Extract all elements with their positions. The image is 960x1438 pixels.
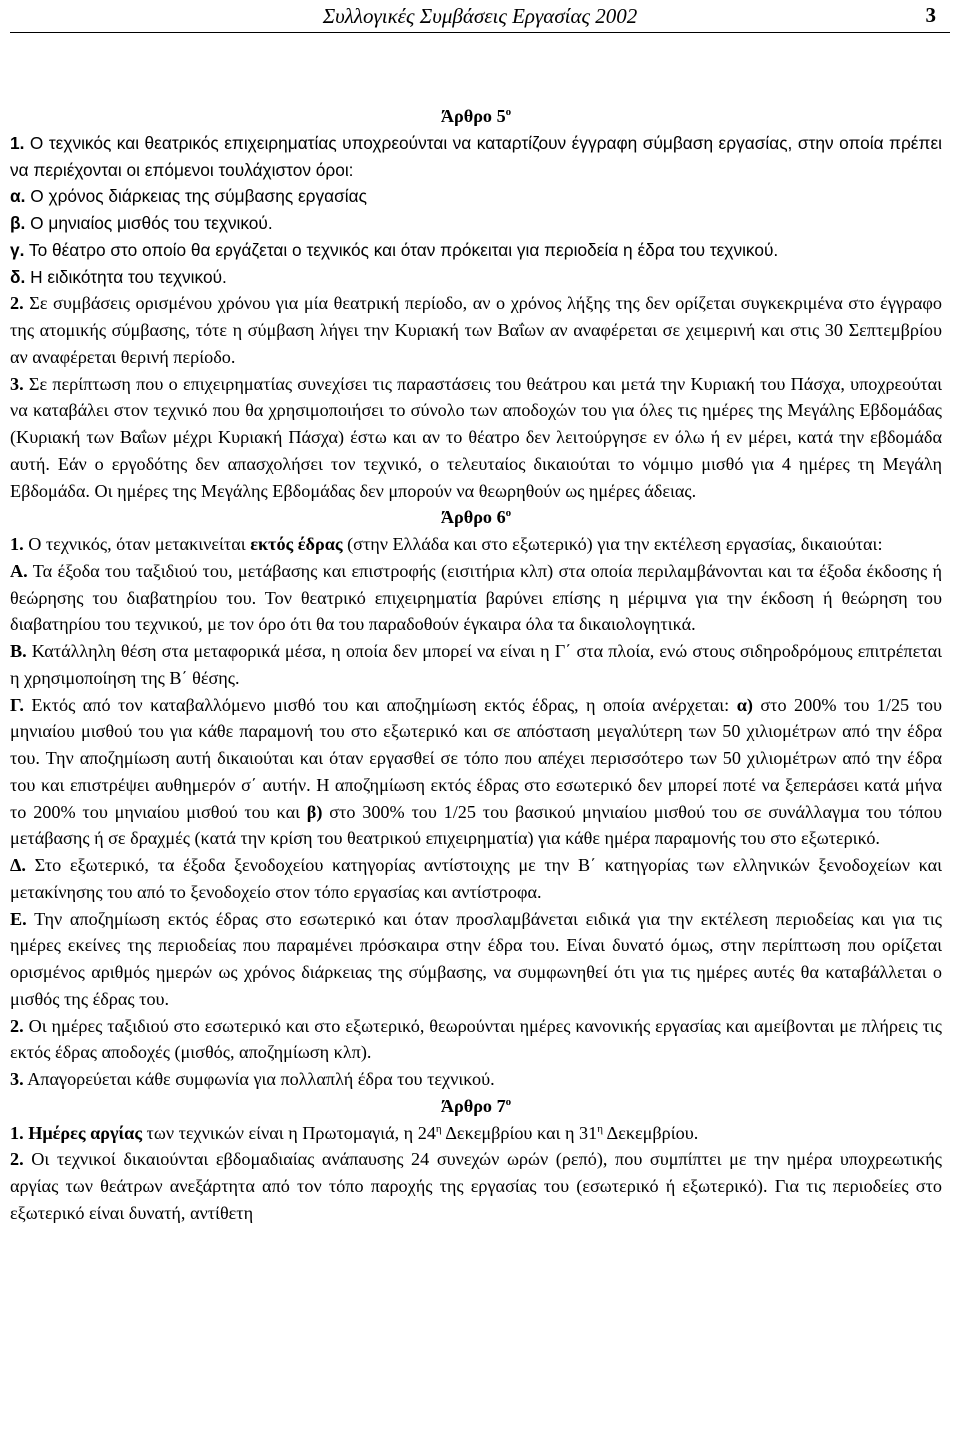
article-6-paragraph-1: 1. Ο τεχνικός, όταν μετακινείται εκτός έδρας (στην Ελλάδα και στο εξωτερικό) για την εκτέλεση εργασίας, δικαιούται: — [10, 534, 883, 554]
article-5-paragraph-2: 2. Σε συμβάσεις ορισμένου χρόνου για μία θεατρική περίοδο, αν ο χρόνος λήξης της δεν ορίζεται συγκεκριμένα στο έγγραφο της ατομικής σύμβασης, τότε η σύμβαση λήγει την Κυριακή των Βαΐων αν αναφέρεται σε χειμερινή και στις 30 Σεπτεμβρίου αν αναφέρεται θερινή περίοδο. — [10, 293, 943, 367]
article-5-paragraph-3: 3. Σε περίπτωση που ο επιχειρηματίας συνεχίσει τις παραστάσεις του θεάτρου και μετά την Κυριακή του Πάσχα, υποχρεούται να καταβάλει στον τεχνικό που θα χρησιμοποιήσει το σύνολο των αποδοχών του για όλες τις ημέρες της Μεγάλης Εβδομάδας (Κυριακή των Βαΐων μέχρι Κυριακή Πάσχα) έστω και αν το θέατρο δεν λειτούργησε εν όλω ή εν μέρει, κατά την εβδομάδα αυτή. Εάν ο εργοδότης δεν απασχολήσει τον τεχνικό, ο τελευταίος δικαιούται το νόμιμο μισθό για 4 ημέρες τη Μεγάλη Εβδομάδα. Οι ημέρες της Μεγάλης Εβδομάδας δεν μπορούν να θεωρηθούν ως ημέρες άδειας. — [10, 373, 943, 501]
article-5-paragraph-1: 1. Ο τεχνικός και θεατρικός επιχειρηματίας υποχρεούνται να καταρτίζουν έγγραφη σύμβαση εργασίας, στην οποία πρέπει να περιέχονται οι επόμενοι τουλάχιστον όροι: — [10, 132, 942, 180]
article-6-item-D: Δ. Στο εξωτερικό, τα έξοδα ξενοδοχείου κατηγορίας αντίστοιχης με την Β΄ κατηγορίας των ελληνικών ξενοδοχείων και μετακίνησης του από το ξενοδοχείο στον τόπο εργασίας και αντίστροφα. — [10, 855, 942, 902]
article-6-item-A: Α. Τα έξοδα του ταξιδιού του, μετάβασης και επιστροφής (εισιτήρια κλπ) στα οποία περιλαμβάνονται και τα έξοδα έκδοσης ή θεώρησης του διαβατηρίου του. Τον θεατρικό επιχειρηματία βαρύνει επίσης η μέριμνα για την έκδοση ή θεώρηση του διαβατηρίου του τεχνικού, με τον όρο ότι θα του παραδοθούν έγκαιρα όλα τα δικαιολογητικά. — [10, 560, 942, 635]
article-6-item-E: Ε. Την αποζημίωση εκτός έδρας στο εσωτερικό και όταν προσλαμβάνεται ειδικά για την εκτέλεση περιοδείας και για τις ημέρες εκείνες της περιοδείας που παραμένει πρόσκαιρα στην έδρα του. Είναι δυνατό όμως, στην περίπτωση που ορίζεται ορισμένος αριθμός ημερών ως χρόνος διάρκειας της σύμβασης, να συμφωνηθεί ότι για τις ημέρες αυτές θα καταβάλλεται ο μισθός της έδρας του. — [10, 908, 942, 1009]
header-title: Συλλογικές Συμβάσεις Εργασίας 2002 — [322, 4, 638, 28]
article-6-paragraph-3: 3. Απαγορεύεται κάθε συμφωνία για πολλαπλή έδρα του τεχνικού. — [10, 1069, 495, 1089]
article-5-heading: Άρθρο $5^o$ — [440, 105, 512, 126]
article-6-item-G: Γ. Εκτός από τον καταβαλλόμενο μισθό του και αποζημίωση εκτός έδρας, η οποία ανέρχεται: α) στο 200% του 1/25 του μηνιαίου μισθού του για κάθε παραμονή του στο εξωτερικό και σε απόσταση μεγαλύτερη των 50 χιλιομέτρων από την έδρα του. Την αποζημίωση αυτή δικαιούται και όταν εργασθεί σε τόπο που απέχει περισσότερο των 50 χιλιομέτρων από την έδρα του και επιστρέψει αυθημερόν σ΄ αυτήν. Η αποζημίωση εκτός έδρας στο εσωτερικό δεν μπορεί ποτέ να ξεπεράσει κατά μήνα το 200% του μηνιαίου μισθού του και β) στο 300% του 1/25 του βασικού μηνιαίου μισθού του σε συνάλλαγμα του τόπου μετάβασης ή σε δραχμές (κατά την κρίση του θεατρικού επιχειρηματία) για κάθε ημέρα παραμονής του στο εξωτερικό. — [10, 694, 943, 849]
article-5-item-a: α. Ο χρόνος διάρκειας της σύμβασης εργασίας — [10, 186, 367, 207]
article-5-item-c: γ. Το θέατρο στο οποίο θα εργάζεται ο τεχνικός και όταν πρόκειται για περιοδεία η έδρα του τεχνικού. — [10, 239, 779, 260]
article-6-heading: Άρθρο $6^o$ — [440, 507, 512, 528]
article-7-paragraph-1: 1. Ημέρες αργίας των τεχνικών είναι η Πρωτομαγιά, η $24^\eta$ Δεκεμβρίου και η $31^\eta$ Δεκεμβρίου. — [10, 1122, 699, 1143]
page-header — [10, 0, 950, 36]
article-5-item-b: β. Ο μηνιαίος μισθός του τεχνικού. — [10, 213, 273, 233]
article-5-item-d: δ. Η ειδικότητα του τεχνικού. — [10, 266, 227, 287]
header-rule — [10, 32, 950, 33]
document-body — [10, 103, 942, 1227]
page-number: 3 — [925, 3, 936, 27]
article-6-paragraph-2: 2. Οι ημέρες ταξιδιού στο εσωτερικό και στο εξωτερικό, θεωρούνται ημέρες κανονικής εργασίας και αμείβονται με πλήρεις τις εκτός έδρας αποδοχές (μισθός, αποζημίωση κλπ). — [10, 1015, 943, 1063]
article-6-item-B: Β. Κατάλληλη θέση στα μεταφορικά μέσα, η οποία δεν μπορεί να είναι η Γ΄ στα πλοία, ενώ στους σιδηροδρόμους επιτρέπεται η χρησιμοποίηση της Β΄ θέσης. — [10, 641, 942, 688]
article-7-paragraph-2: 2. Οι τεχνικοί δικαιούνται εβδομαδιαίας ανάπαυσης 24 συνεχών ωρών (ρεπό), που συμπίπτει με την ημέρα υποχρεωτικής αργίας των θεάτρων ανεξάρτητα από τον τόπο παροχής της εργασίας του (εσωτερικό ή εξωτερικό). Για τις περιοδείες στο εξωτερικό είναι δυνατή, αντίθετη — [10, 1149, 943, 1223]
article-7-heading: Άρθρο $7^o$ — [440, 1095, 512, 1116]
